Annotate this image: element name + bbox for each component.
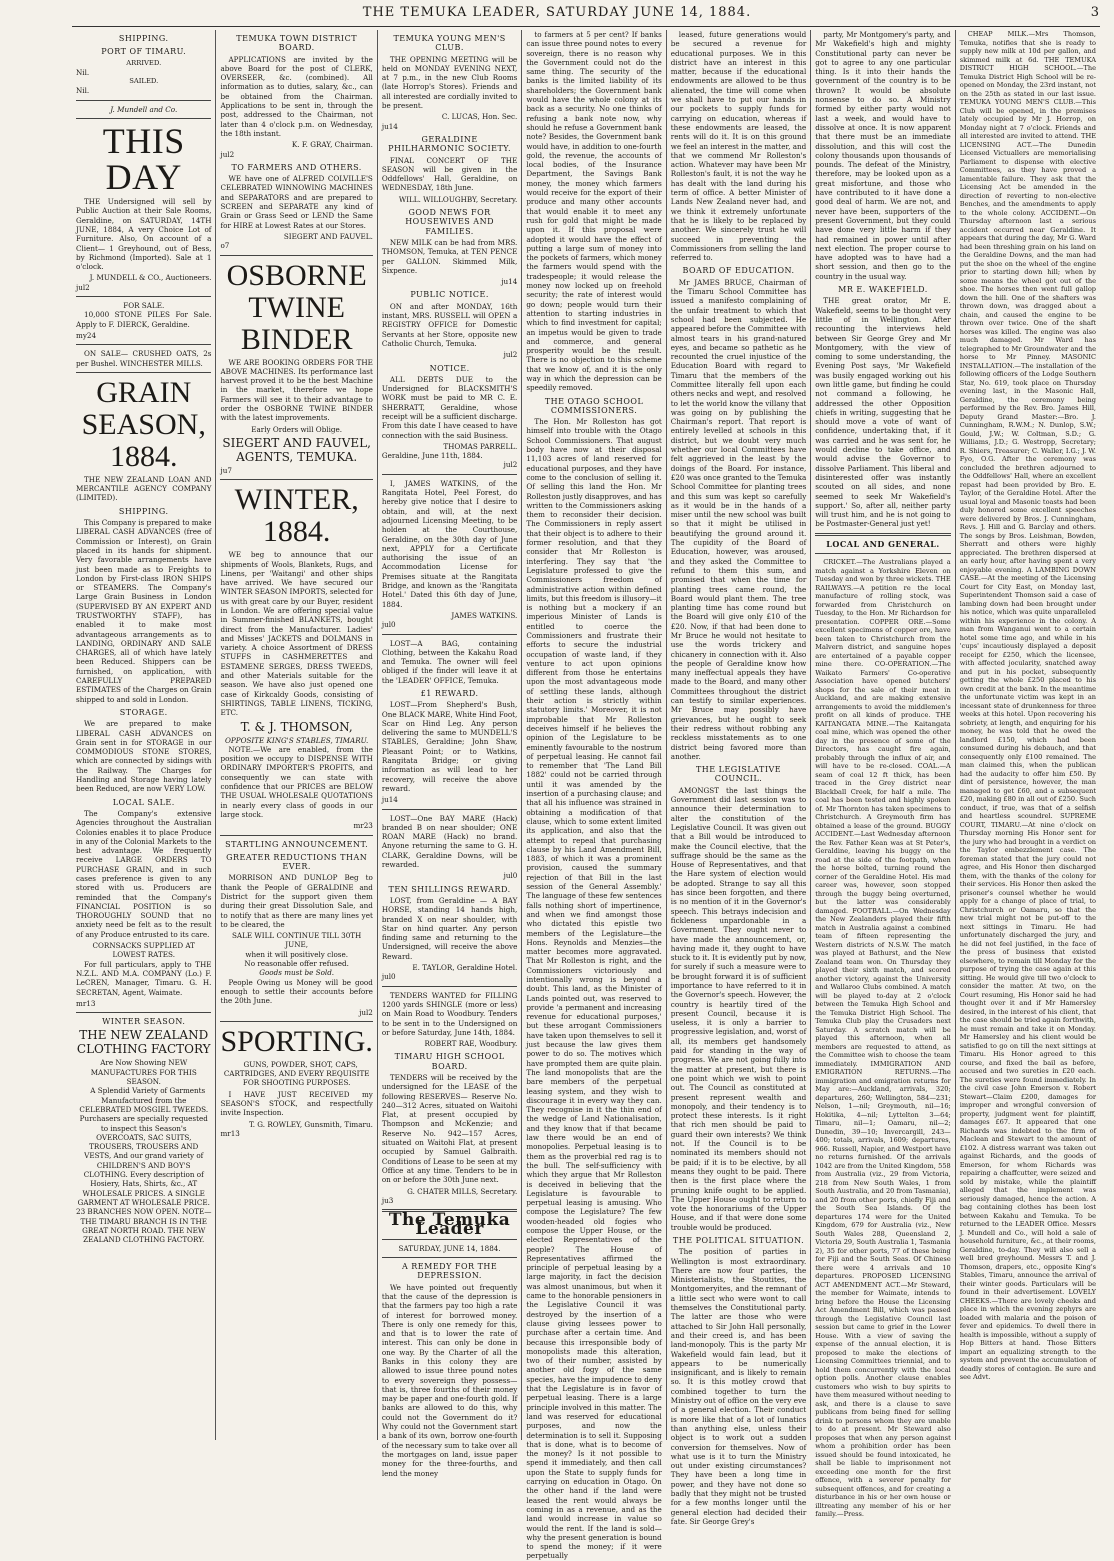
sporting-items: GUNS, POWDER, SHOT, CAPS, CARTRIDGES, AND EVERY REQUISITE FOR SHOOTING PURPOSES. (223, 1059, 370, 1088)
notice-heading: NOTICE. (429, 363, 470, 373)
notice-ref: jul2 (503, 460, 518, 470)
otago-heading: THE OTAGO SCHOOL COMMISSIONERS. (544, 396, 644, 415)
storage-text: We are prepared to make LIBERAL CASH ADVANCES on Grain sent in for STORAGE in our COMMODIOUS STONE STORES, which are connected by sidings with the Railway. The Charges for Handling and Storage having lately been Reduced, are now VERY LOW. (76, 719, 212, 794)
page-number: 3 (1090, 5, 1100, 20)
this-day-heading: THIS DAY (102, 121, 185, 198)
legislative-text: AMONGST the last things the Government did last session was to announce their determination to alter the constitution of the Legislative Council. It was given out that a Bill would be introduced to make the Council elective, that the suffrage should be the same as the House of Representatives, and that the Hare system of election would be adopted. Strange to say all this has since been forgotten, and there is no mention of it in the Governor's speech. This betrays indecision and fickleness unpardonable in a Government. They ought never to have made the announcement, or, having made it, they ought to have stuck to it. It is evidently put by now, for surely if such a measure were to be brought forward it is of sufficient importance to have referred to it in the Governor's speech. However, the country is heartily tired of the present Council, because it is useless, it is only a barrier to progressive legislation, and, worst of all, its members get handsomely paid for standing in the way of progress. We are not going fully into the matter at present, but there is one point which we wish to point out. The Council as constituted at present represent wealth and monopoly, and their tendency is to protect these interests. Is it right that rich men should be paid to guard their own interests? We think not. If the Council is to be nominated its members should not be paid; if it is to be elective, by all means they ought to be paid. There then is the first place where the pruning knife ought to be applied. The Upper House ought to return to vote the honorariums of the Upper House, and if that were done some trouble would be produced. (670, 785, 807, 1232)
osborne-heading: OSBORNE TWINE BINDER (226, 258, 367, 356)
tj-subheading: OPPOSITE KING'S STABLES, TIMARU. (225, 735, 369, 745)
auction-text: THE Undersigned will sell by Public Auction at their Sale Rooms, Geraldine, on SATURDAY, 14TH JUNE, 1884, A very Choice Lot of Furniture. Also, On account of a Client— 1 Greyhound, out of Bess, by Richmond (Imported). Sale at 1 o'clock. (76, 197, 212, 272)
cornsacks-text: CORNSACKS SUPPLIED AT LOWEST RATES. (92, 941, 195, 960)
political-text: The position of parties in Wellington is most extraordinary. There are now four parties, the Ministerialists, the Stoutites, the Montgomeryites, and the remnant of a little sect who were wont to call themselves the Constitutional party. The latter are those who were attached to Sir John Hall personally, and their creed is, and has been land-monopoly. This is the party Mr Wakefield would fain lead, but it appears to be numerically insignificant, and is likely to remain so. It is this motley crowd that combined together to turn the Ministry out of office on the very eve of a general election. Their conduct is more like that of a lot of lunatics than anything else, unless their object is to work out a sudden conversion for themselves. Now of what use is it to turn the Ministry out under existing circumstances? They have been a long time in power, and they have not done so badly that they might not be trusted for a few months longer until the general election had decided their fate. Sir George Grey's (670, 1247, 807, 1526)
auction-ref: jul2 (76, 282, 90, 292)
newspaper-columns (72, 30, 1100, 1561)
winter-text: WE beg to announce that our shipments of Wools, Blankets, Rugs, and Linens, per 'Waitangi' and other ships have arrived. We have secured our WINTER SEASON IMPORTS, selected for us with great care by our Buyer, resident in London. We are offering special value in Summer-finished BLANKETS, bought direct from the Manufacturer. Ladies' and Misses' JACKETS and DOLMANS in variety. A choice Assortment of DRESS STUFFS in CASHMERETTES and ESTAMENE SERGES, DRESS TWEEDS, and other Materials suitable for the season. We have also just opened one case of Kirkcaldy Goods, consisting of SHIRTINGS, TABLE LINENS, TICKING, ETC. (220, 550, 373, 718)
paper-title: The Temuka Leader (388, 1210, 511, 1240)
no-offer-refused: No reasonable offer refused. (244, 959, 349, 969)
good-news-heading: GOOD NEWS FOR HOUSEWIVES AND FAMILIES. (405, 208, 494, 236)
auction-signature: J. MUNDELL & CO., Auctioneers. (89, 273, 212, 283)
particulars-ref: mr13 (76, 998, 96, 1008)
grain-season-heading: GRAIN SEASON, 1884. (81, 375, 206, 473)
mundell-heading: J. Mundell and Co. (110, 104, 178, 114)
wakefield-text: THE great orator, Mr E. Wakefield, seems to be thought very little of in Wellington. After recounting the interviews held between Sir George Grey and Mr Montgomery, with the view of coming to some understanding, the Evening Post says, 'Mr Wakefield was busily engaged working out his own little game, but finding he could not command a following, he addressed the other Opposition chiefs in writing, suggesting that he should move a vote of want of confidence, undertaking that, if it was carried and he was sent for, he would decline to take office, and would advise the Governor to dissolve Parliament. This liberal and disinterested offer was instantly scouted on all sides, and none seemed to seek Mr Wakefield's support.' So, after all, neither party will trust him, and he is not going to be Postmaster-General just yet! (815, 296, 951, 529)
morrison-text: MORRISON AND DUNLOP Beg to thank the People of GERALDINE and District for the support given them during their great Dissolution Sale, and to notify that as there are many lines yet to be cleared, the (220, 873, 373, 929)
notice-date: Geraldine, June 11th, 1884. (381, 451, 483, 461)
local-general-text: CRICKET.—The Australians played a match against a Yorkshire Eleven on Tuesday and won by three wickets. THE RAILWAYS.—A petition re the local manufacture of rolling stock, was forwarded from Christchurch on Tuesday, to the Hon. Mr Richardson for presentation. COPPER ORE.—Some excellent specimens of copper ore, have been taken to Christchurch from the Malvern district, and sanguine hopes are entertained of a payable copper mine there. CO-OPERATION.—The Waikato Farmers' Co-operative Association have opened butchers' shops for the sale of their meat in Auckland, and are making extensive arrangements to avoid the middlemen's profit on all kinds of produce. THE KAITANGATA MINE.—The Kaitangata coal mine, which was opened the other day in the presence of some of the Directors, has caught fire again, probably through the influx of air, and will have to be re-closed. COAL.—A seam of coal 12 ft thick, has been traced in the Grey district near Blackball Creek, for half a mile. The coal has been tested and highly spoken of. Mr Thornton has taken specimens to Christchurch. A Greymouth firm has obtained a lease of the ground. BUGGY ACCIDENT.—Last Wednesday afternoon the Rev. Father Kean was at St Peter's, Geraldine, leaving his buggy on the road at the side of the footpath, when the horse bolted, turning round the corner of the Geraldine Hotel. His mad career was, however, soon stopped through the buggy being overturned, but the latter was considerably damaged. FOOTBALL.—On Wednesday the New Zealanders played their fifth match in Australia against a combined team of fifteen representing the Western districts of N.S.W. The match was played at Bathurst, and the New Zealand team won. On Thursday they played their sixth match, and scored another victory, against the University and Wallaroo Clubs combined. A match will be played to-day at 2 o'clock between the Temuka High School and the Temuka District High School. The Temuka Club play the Crusaders next Saturday. A scratch match will be played this afternoon, when all members are requested to attend, as the Committee wish to choose the team immediately. IMMIGRATION AND EMIGRATION RETURNS.—The immigration and emigration returns for May are:—Auckland, arrivals, 320; departures, 260; Wellington, 584—231; Nelson, 1—nil; Greymouth, nil—16; Hokitika, 4—nil; Lyttelton 3—64; Timaru, nil—1; Oamaru, nil—2; Dunedin, 39—10; Invercargill, 243—400; totals, arrivals, 1609; departures, 966. Russell, Napier, and Westport have no returns furnished. Of the arrivals 1042 are from the United Kingdom, 558 from Australia (viz., 29 from Victoria, 218 from New South Wales, 1 from South Australia, and 20 from Tasmania), and 20 from other ports, chiefly Fiji and the South Sea Islands. Of the departures 174 were for the United Kingdom, 679 for Australia (viz., New South Wales 288, Queensland 2, Victoria 29, South Australia 1, Tasmania 2), 35 for other ports, 77 of these being for Fiji and the South Seas. Of Chinese there were 4 arrivals and 10 departures. PROPOSED LICENSING ACT AMENDMENT ACT.—Mr Steward, the member for Waimate, intends to bring before the House the Licensing Act Amendment Bill, which was passed through the Legislative Council last session but came to grief in the Lower House. With a view of saving the expense of the annual election, it is proposed to make the elections of Licensing Committees triennial, and to hold them concurrently with the local option polls. Another clause enables customers who wish to buy spirits to have them measured without needing to ask, and there is a clause to save publicans from being fined for selling drink to persons whom they are unable to do at present. Mr Steward also proposes that when any person against whom a prohibition order has been issued should be found intoxicated, he shall be liable to imprisonment not exceeding one month for the first offence, with a severer penalty for subsequent offences, and for creating a disturbance in his or her own house or illtreating any member of his or her family.—Press. (815, 558, 951, 1519)
column-2 (216, 30, 377, 1440)
notice-signature: THOMAS PARRELL. (443, 441, 518, 451)
particulars-text: For full particulars, apply to THE N.Z.L. AND M.A. COMPANY (Lo.) F. LeCREN, Manager, Timaru. G. H. SECRETAN, Agent, Waimate. (76, 959, 212, 997)
winter-season-heading: WINTER SEASON. (102, 1017, 186, 1027)
local-news-text: CHEAP MILK.—Mrs Thomson, Temuka, notifies that she is ready to supply new milk at 10d per gallon, and skimmed milk at 6d. THE TEMUKA DISTRICT HIGH SCHOOL.—The Temuka District High School will be re-opened on Monday, the 23rd instant, not on the 25th as stated in our last issue. TEMUKA YOUNG MEN'S CLUB.—This Club will be opened, in the premises lately occupied by Mr J. Horrop, on Monday night at 7 o'clock. Friends and all interested are invited to attend. THE LICENSING ACT.—The Dunedin Licensed Victuallers are memorialising Parliament to dispense with elective Committees, as they have proved a lamentable failure. They ask that the Licensing Act be amended in the direction of reverting to non-elective Benches, and the amendments to apply to the whole colony. ACCIDENT.—On Thursday afternoon last a serious accident occurred near Geraldine. It appears that during the day, Mr G. Ward had been threshing grain on his land on the Geraldine Downs, and the man had put the shoe on the wheel of the engine prior to starting down hill; when by some means the wheel got out of the shoe. The horses then went full gallop down the hill. One of the shafters was thrown down, was dragged about a chain, and caused the engine to be thrown over twice. One of the shaft horses was killed. The engine was also much damaged. Mr Ward has telegraphed to Mr Groundwater and the horse to Mr Pinney. MASONIC INSTALLATION.—The installation of the following officers of the Lodge Southern Star, No. 619, took place on Thursday evening last, in the Masonic Hall, Geraldine, the ceremony being performed by the Rev. Bro. James Hill, Deputy Grand Master:—Bro. J. Cunningham, R.W.M.; N. Dunlop, S.W.; Gould, J.W.; W. Coltman, S.D.; G. Williams, J.D.; G. Westropp, Secretary; R. Shiers, Treasurer; C. Waller, I.G.; J. W. Fyo, O.G. After the ceremony was concluded the brethren adjourned to the Oddfellows' Hall, where an excellent repast had been provided by Bro. E. Taylor, of the Geraldine Hotel. After the usual loyal and Masonic toasts had been duly honored some excellent speeches were delivered by Bros. J. Cunningham, Revs. J. Hill and G. Barclay and others. The songs by Bros. Leishman, Bowden, Sherratt and others were highly appreciated. The brethren dispersed at an early hour, after having spent a very enjoyable evening. A LAMBING DOWN CASE.—At the meeting of the Licensing Court for City East, on Monday last, Superintendent Thomson said a case of lambing down had been brought under his notice, which was quite unparalleled within his experience in the colony. A man from Wanganui went to a certain hotel some time ago, and while in his 'cups' incautiously displayed a deposit receipt for £250, which the licensee, with affected jocularity, snatched away and put in his pocket, subsequently getting the whole £250 placed to his own credit at the bank. In the meantime the unfortunate victim was kept in an incessant state of drunkenness for three weeks at this hotel. Upon recovering his sobriety, at length, and enquiring for his money, he was told that he owed the landlord £150, which had been consumed during his debauch, and that consequently only £100 remained. The man claimed this, when the publican had the audacity to offer him £50. By dint of persistence, however, the man managed to get £60, and a subsequent £20, making £80 in all out of £250. Such conduct, if true, was that of a selfish and heartless scoundrel. SUPREME COURT, TIMARU.—At nine o'clock on Thursday morning His Honor sent for the jury who had brought in a verdict on the Taylor embezzlement case. The foreman stated that the jury could not agree, and His Honor then discharged them, with the thanks of the colony for their services. His Honor then asked the prisoner's counsel whether he would apply for a change of place of trial, to Christchurch or Oamaru, so that the new trial might not be put-off to the next sittings in Timaru. He had unfortunately discharged the jury, and he did not feel justified, in the face of the press of business that existed elsewhere, to remain till Monday for the purpose of trying the case again at this sitting. He would give till two o'clock to consider the matter. At two, on the Court resuming, His Honor said he had thought over it and if Mr Hamersley desired, in the interest of his client, that the case should be tried again forthwith, he must remain and take it on Monday. Mr Hamersley and his client would be satisfied to go on till the next sittings at Timaru. His Honor agreed to this course, and fixed the bail as before, accused and two sureties in £20 each. The sureties were found immediately. In the civil case John Emerson v. Robert Stewart—Claim £200, damages for improper and wrongful conversion of property, judgment went for plaintiff, damages £67. It appeared that one Richards was indebted to the firm of Maclean and Stewart to the amount of £102. A distress warrant was taken out against Richards, and the goods of Emerson, for whom Richards was repairing a chaffcutter, were seized and sold by mistake, while the plaintiff alleged that the implement was seriously damaged, hence the action. A bag containing clothes has been lost between Kakahu and Temuka. To be returned to the LEADER Office. Messrs J. Mundell and Co., will hold a sale of household furniture, &c., at their rooms, Geraldine, to-day. They will also sell a well bred greyhound. Messrs T. and J. Thomson, drapers, etc., opposite King's Stables, Timaru, announce the arrival of their winter goods. Particulars will be found in their advertisement. LOVELY CHEEKS.—There are lovely cheeks and place in which the evening zephyrs are loaded with malaria and the poison of fever and epidemics. To dwell there in health is impossible, without a supply of Hop Bitters at hand. Those Bitters impart an equalizing strength to the system and prevent the accumulation of deadly stores of contagion. Be sure and see Advt. (959, 30, 1097, 1381)
column-4 (522, 30, 666, 1561)
stone-piles-text: 10,000 STONE PILES For Sale. Apply to F. DIERCK, Geraldine. (76, 310, 212, 329)
watkins-ref: jul0 (381, 620, 396, 630)
farmers-heading: TO FARMERS AND OTHERS. (231, 162, 362, 172)
lost-mare-text: LOST—From Shepherd's Bush, One BLACK MARE, White Hind Foot, Scar on Hind Leg. Any person delivering the same to MUNDELL'S STABLES, Geraldine; John Shaw, Pleasant Point; or to Watkins, Rangitata Bridge; or giving information as will lead to her recovery, will receive the above reward. (381, 700, 518, 793)
rowley-ref: mr13 (220, 1128, 240, 1138)
milk-ref: ju14 (501, 277, 518, 287)
rowley-signature: T. G. ROWLEY, Gunsmith, Timaru. (248, 1119, 373, 1129)
siegert-agents: SIEGERT AND FAUVEL, AGENTS, TEMUKA. (222, 435, 371, 464)
arrived-value: Nil. (76, 67, 90, 77)
winter-heading: WINTER, 1884. (234, 483, 359, 549)
column-6 (811, 30, 955, 1519)
ymc-text: THE OPENING MEETING will be held on MONDAY EVENING NEXT, at 7 p.m., in the new Club Rooms (late Horrop's Stores). Friends and all interested are cordially invited to be present. (381, 54, 518, 111)
clothing-text: A Splendid Variety of Garments Manufactured from the CELEBRATED MOSGIEL TWEEDS. Purchasers are specially requested to inspect this Season's OVERCOATS, SAC SUITS, TROUSERS, TROUSERS AND VESTS, And our grand variety of CHILDREN'S AND BOY'S CLOTHING. Every description of Hosiery, Hats, Shirts, &c., AT WHOLESALE PRICES. A SINGLE GARMENT AT WHOLESALE PRICE. 23 BRANCHES NOW OPEN. NOTE—THE TIMARU BRANCH IS IN THE GREAT NORTH ROAD. THE NEW ZEALAND CLOTHING FACTORY. (76, 1086, 212, 1245)
lost-bag-text: LOST—A BAG, containing Clothing, between the Kakahu Road and Temuka. The owner will feel obliged if the finder will leave it at the 'LEADER' OFFICE, Temuka. (381, 638, 518, 685)
rowley-text: I HAVE JUST RECEIVED my SEASON'S STOCK, and respectfully invite Inspection. (220, 1089, 373, 1118)
board-heading: TEMUKA TOWN DISTRICT BOARD. (236, 34, 358, 53)
ymc-ref: ju14 (381, 121, 398, 131)
early-orders-text: Early Orders will Oblige. (251, 424, 343, 434)
port-heading: PORT OF TIMARU. (101, 47, 187, 57)
arrived-label: ARRIVED. (126, 58, 162, 67)
nz-loan-text: THE NEW ZEALAND LOAN AND MERCANTILE AGENCY COMPANY (LIMITED). (76, 474, 212, 503)
shipping2-heading: SHIPPING. (118, 506, 169, 516)
sailed-label: SAILED. (129, 77, 159, 86)
lost-horse-ref: jul0 (381, 972, 396, 982)
column-1 (72, 30, 216, 1440)
stone-ref: my24 (76, 330, 97, 340)
otago-text: The Hon. Mr Rolleston has got himself into trouble with the Otago School Commissioners. That august body have now at their disposal 11,103 acres of land reserved for educational purposes, and they have come to the conclusion of selling it. Of selling this land the Hon. Mr Rolleston justly disapproves, and has written to the Commissioners asking them to reconsider their decision. The Commissioners in reply assert that their object is to adhere to their former resolution, and that they consider that Mr Rolleston is interfering. They say that 'the Legislature professed to give the Commissioners freedom of administrative action within defined limits, but this freedom is illusory—it is nothing but a mockery if an imperious Minister of Lands is entitled to coerce the Commissioners and frustrate their efforts to secure the industrial occupation of waste land, if they venture to act upon opinions different from those he entertains upon the most advantageous mode of settling these lands, although their action is strictly within statutory limits.' Moreover, it is not improbable that Mr Rolleston deceives himself if he believes the opinion of the Legislature to be eminently favourable to the nostrum of perpetual leasing. He cannot fail to remember that 'The Land Bill 1882' could not be carried through until it was amended by the insertion of a purchasing clause; and that all his influence was strained in obtaining a modification of that clause, which to some extent limited its application, and also that the attempt to repeal that purchasing clause by his Land Amendment Bill, 1883, of which it was a prominent provision, caused the summary rejection of that Bill in the last session of the General Assembly.' The language of these few sentences falls nothing short of impertinence, and when we find amongst those who dictated this epistle two members of the Legislature—the Hons. Reynolds and Menzies—the matter becomes more aggravated. That Mr Rolleston is right, and the Commissioners victoriously and intentionally wrong is beyond a doubt. This land, as the Minister of Lands pointed out, was reserved to provide 'a permanent and increasing revenue for educational purposes,' but these arrogant Commissioners have taken upon themselves to sell it just because the law gives them power to do so. The motives which have prompted them are quite plain. The land monopolists that are the bare members of the perpetual leasing system, and they wish to discourage it in every way they can. They recognise in it the thin end of the wedge of Land Nationalisation, and they know that if that became law there would be an end of monopolies. Perpetual leasing is to them as the proverbial red rag is to the bull. The self-sufficiency with which they argue that Mr Rolleston is deceived in believing that the Legislature is favourable to perpetual leasing is amusing. Who compose the Legislature? The few wooden-headed old fogies who compose the Upper House, or the elected Representatives of the people? The House of Representatives affirmed the principle of perpetual leasing by a large majority, in fact the decision was almost unanimous, but when it came to the honorable pensioners in the Legislative Council it was destroyed by the insertion of a clause giving lessees power to purchase after a certain time. And because this irresponsible body of monopolists made this alteration, two of their number, assisted by another old fogy of the same species, have the impudence to deny that the Legislature is in favor of perpetual leasing. There is a large principle involved in this matter. The land was reserved for educational purposes, and now the determination is to sell it. Supposing that is done, what is to become of the money? Is it not possible to spend it immediately, and then call upon the State to supply funds for carrying on education in Otago. On the other hand if the land were leased the rent would always be coming in as a revenue, and as the land would increase in value so would the rent. If the land is sold—why the present generation is bound to spend the money; if it were perpetually (526, 417, 662, 1561)
lost-bay-ref: jul0 (503, 871, 518, 881)
reward-heading: £1 REWARD. (420, 689, 479, 698)
otago-continued: leased, future generations would be secured a revenue for educational purposes. We in this district have an interest in this matter, because if the educational endowments are allowed to be thus alienated, the time will come when we shall have to put our hands in our pockets to supply funds for carrying on education, whereas if these endowments are leased, the rents will do it. It is on this ground we feel an interest in the matter, and that we commend Mr Rolleston's action. Whatever may have been Mr Rolleston's fault, it is not the way he has dealt with the land during his term of office. A better Minister of Lands New Zealand never had, and we think it extremely unfortunate that he is likely to be replaced by another. We sincerely trust he will succeed in preventing the Commissioners from selling the land referred to. (670, 30, 807, 263)
goods-sold: Goods must be Sold. (259, 968, 335, 978)
startling-heading: STARTLING ANNOUNCEMENT. (225, 839, 369, 849)
sale-continue: SALE WILL CONTINUE TILL 30TH JUNE, (231, 931, 362, 950)
local-sale-text: The Company's extensive Agencies throughout the Australian Colonies enables it to place Produce in any of the Colonial Markets to the best advantage. We frequently receive LARGE ORDERS TO PURCHASE GRAIN, and in such cases preference is given to any stored with us. Producers are reminded that the Company's FINANCIAL POSITION is so THOROUGHLY SOUND that no anxiety need be felt as to the result of any Produce entrusted to its care. (76, 808, 212, 939)
column-5 (667, 30, 811, 1526)
osborne-text: WE ARE BOOKING ORDERS FOR THE ABOVE MACHINES. Its performance last harvest proved it to be the best Machine in the market, therefore we hope Farmers will see it to their advantage to order the OSBORNE TWINE BINDER with the latest improvements. (220, 357, 373, 423)
column-7 (956, 30, 1100, 1440)
board-signature: K. F. GRAY, Chairman. (291, 140, 373, 150)
phil-text: FINAL CONCERT OF THE SEASON will be given in the Oddfellows' Hall, Geraldine, on WEDNESDAY, 18th June. (381, 155, 518, 193)
shipping-heading: SHIPPING. (118, 34, 169, 43)
public-ref: jul2 (503, 350, 518, 360)
tenders-signature: ROBERT RAE, Woodbury. (424, 1039, 518, 1049)
board-ref: jul2 (220, 149, 235, 159)
phil-heading: GERALDINE PHILHARMONIC SOCIETY. (388, 134, 512, 154)
farmers-ref: o7 (220, 241, 230, 251)
farmers-text: WE have one of ALFRED COLVILLE'S CELEBRATED WINNOWING MACHINES and SEPARATORS and are prepared to SCREEN and SEPARATE any kind of Grain or Grass Seed or LEND the Same for HIRE at Lowest Rates at our Stores. (220, 174, 373, 230)
masthead (0, 0, 1114, 26)
public-notice-text: ON and after MONDAY, 16th instant, MRS. RUSSELL will OPEN a REGISTRY OFFICE for Domestic Servants at her Store, opposite new Catholic Church, Temuka. (381, 301, 518, 348)
high-school-text: TENDERS will be received by the undersigned for the LEASE of the following RESERVES— Reserve No. 240—312 Acres, situated on Waitohi Flat, at present occupied by Thompson and McKenzie; and Reserve No. 942—157 Acres, situated on Waitohi Flat, at present occupied by Samuel Galbraith. Conditions of Lease to be seen at my Office at any time. Tenders to be in on or before the 30th June next. (381, 1072, 518, 1185)
education-text: Mr JAMES BRUCE, Chairman of the Timaru School Committee has issued a manifesto complaining of the unfair treatment to which that school had been subjected. He appeared before the Committee with almost tears in his grand-natured eyes, and became so pathetic as he recounted the cruel injustice of the Education Board with regard to Timaru that the members of the Committee literally fell upon each others necks and wept, and resolved to let the world know the villany that was going on by publishing the Chairman's report. That report is entirely levelled at schools in this district, but we doubt very much whether our local Committees have felt aggrieved in the least by the doings of the Board. For instance, £20 was once granted to the Temuka School Committee for planting trees and this sum was kept so carefully as it would be in the hands of a miser until the new school was built so that it might be utilised in beautifying the ground around it. The cupidity of the Board of Education, however, was aroused, and they asked the Committee to refund to them this sum, and promised that when the time for planting trees came round, the Board would plant them. The tree planting time has come round but the Board will give only £10 of the £20. Now, if that had been done to Mr Bruce he would not hesitate to use the words trickery and chicanery in connection with it. Also the people of Geraldine know how many ineffectual appeals they have made to the Board, and many other Committees throughout the district can testify to similar experiences. Mr Bruce may possibly have grievances, but he ought to seek their redress without robbing any reckless misstatements as to one district being favored more than another. (670, 277, 807, 761)
lost-mare-ref: ju14 (381, 795, 398, 805)
ymc-heading: TEMUKA YOUNG MEN'S CLUB. (393, 34, 506, 53)
phil-signature: WILL. WILLOUGHBY, Secretary. (398, 194, 518, 204)
nz-clothing-heading: THE NEW ZEALAND CLOTHING FACTORY (76, 1028, 211, 1057)
column-3 (378, 30, 522, 1478)
now-showing-text: Are Now Showing NEW MANUFACTURES FOR THIS SEASON. (90, 1058, 197, 1087)
masthead-title: THE TEMUKA LEADER, SATURDAY JUNE 14, 1884. (362, 5, 752, 20)
milk-text: NEW MILK can be had from MRS. THOMSON, Temuka, at TEN PENCE per GALLON. Skimmed Milk, Sixpence. (381, 237, 518, 275)
ten-shillings-heading: TEN SHILLINGS REWARD. (388, 884, 511, 894)
tj-text: NOTE.—We are enabled, from the position we occupy to DISPENSE WITH ORDINARY IMPORTER'S PROFITS, and consequently we can state with confidence that our PRICES are BELOW THE USUAL WHOLESALE QUOTATIONS in nearly every class of goods in our large stock. (220, 744, 373, 819)
sailed-value: Nil. (76, 86, 90, 96)
political-continued: party, Mr Montgomery's party, and Mr Wakefield's high and mighty Constitutional party can never be got to agree to any one particular thing. Is it into their hands the government of the country is to be thrown? It would be absolute nonsense to do so. A Ministry formed by either party would not last a week, and would have to dissolve at once. It is now apparent that there must be an immediate dissolution, and this will cost the colony thousands upon thousands of pounds. The defeat of the Ministry, therefore, may be looked upon as a great misfortune, and those who have contributed to it have done a good deal of harm. We are not, and never have been, supporters of the present Government, but they could have done very little harm if they had remained in power until after next election. The proper course to have adopted was to have had a short session, and then go to the country in the usual way. (815, 30, 951, 281)
sale-position: when it will positively close. (245, 949, 349, 959)
legislative-heading: THE LEGISLATIVE COUNCIL. (695, 765, 782, 784)
storage-heading: STORAGE. (119, 707, 168, 717)
high-school-signature: G. CHATER MILLS, Secretary. (407, 1186, 518, 1196)
public-notice-heading: PUBLIC NOTICE. (410, 290, 489, 300)
board-text: APPLICATIONS are invited by the above Board for the post of CLERK, OVERSEER, &c. (combined). All information as to duties, salary, &c., can be obtained from the Chairman. Applications to be sent in, through the post, addressed to the Chairman, not later than 4 o'clock p.m. on Wednesday, the 18th instant. (220, 54, 373, 138)
sporting-heading: SPORTING. (220, 1024, 373, 1058)
watkins-signature: JAMES WATKINS. (451, 610, 518, 620)
editorial-continued: to farmers at 5 per cent? If banks can issue three pound notes to every sovereign, there is no reason why the Government could not do the same thing. The security of the banks is the limited liability of its shareholders; the Government bank would have the whole colony at its back as a security. No one thinks of refusing a bank note now, why should he refuse a Government bank note? Besides, the Government bank would have, in addition to one-fourth gold, the revenue, the accounts of local bodies, of the Insurance Department, the Savings Bank money, the money which farmers would receive for the export of their produce and many other accounts that would enable it to meet any rush for gold that might be made upon it. If this proposal were adopted it would have the effect of putting a large sum of money into the pockets of farmers, which money the farmers would spend with the tradespeople; it would release the money now locked up on freehold security; the rate of interest would go down; people would turn their attention to starting industries in which to find investment for capital; an impetus would be given to trade and commerce, and general prosperity would be the result. There is no objection to this scheme that we know of, and it is the only way in which the depression can be speedily removed. (526, 30, 662, 393)
reductions-heading: GREATER REDUCTIONS THAN EVER. (226, 852, 368, 872)
shipping2-text: This Company is prepared to make LIBERAL CASH ADVANCES (free of Commission or Interest), on Grain placed in its hands for shipment. Very favorable arrangements have just been made as to Freights to London by First-class IRON SHIPS or STEAMERS. The Company's Large Grain Business in London (SUPERVISED BY AN EXPERT AND TRUSTWORTHY STAFF), has enabled it to make most advantageous arrangements as to LANDING, ORDINARY AND SALE CHARGES, all of which have lately been Reduced. Shippers can be furnished, on application, with CAREFULLY PREPARED ESTIMATES of the Charges on Grain shipped to and sold in London. (76, 518, 212, 704)
wakefield-heading: MR E. WAKEFIELD. (838, 285, 928, 295)
local-general-heading: LOCAL AND GENERAL. (826, 538, 940, 549)
paper-date: SATURDAY, JUNE 14, 1884. (398, 1243, 501, 1253)
high-school-heading: TIMARU HIGH SCHOOL BOARD. (394, 1052, 505, 1071)
oats-text: ON SALE— CRUSHED OATS, 2s per Bushel. WINCHESTER MILLS. (76, 349, 212, 368)
watkins-text: I, JAMES WATKINS, of the Rangitata Hotel, Peel Forest, do hereby give notice that I desire to obtain, and will, at the next adjourned Licensing Meeting, to be holden at the Courthouse, Geraldine, on the 30th day of June next, APPLY for a Certificate authorising the issue of an Accommodation License for Premises situate at the Rangitata Bridge, and known as the 'Rangitata Hotel.' Dated this 6th day of June, 1884. (381, 478, 518, 609)
education-heading: BOARD OF EDUCATION. (682, 266, 795, 276)
lost-bay-mare-text: LOST—One BAY MARE (Hack) branded B on near shoulder; ONE ROAN MARE (Hack) no brand. Anyone returning the same to G. H. CLARK, Geraldine Downs, will be rewarded. (381, 813, 518, 870)
local-sale-heading: LOCAL SALE. (112, 797, 175, 807)
for-sale-heading: FOR SALE. (123, 301, 165, 311)
masthead-rule (72, 26, 1100, 27)
tenders-text: TENDERS WANTED for FILLING 1200 yards SHINGLE (more or less) on Main Road to Woodbury. Tenders to be sent in to the Undersigned on or before Saturday, June 14th, 1884. (381, 990, 518, 1037)
political-heading: THE POLITICAL SITUATION. (672, 1236, 805, 1245)
people-owing-text: People Owing us Money will be good enough to settle their accounts before the 20th June. (220, 977, 373, 1006)
editorial-text: We have pointed out frequently that the cause of the depression is that the farmers pay too high a rate of interest for borrowed money. There is only one remedy for this, and that is to lower the rate of interest. This can only be done in one way. By the Charter of all the Banks in this colony they are allowed to issue three pound notes to every sovereign they possess—that is, three fourths of their money may be paper and one-fourth gold. If banks are allowed to do this, why could not the Government do it? Why could not the Government start a bank of its own, borrow one-fourth of the necessary sum to take over all the mortgages on land, issue paper money for the three-fourths, and lend the money (381, 1282, 518, 1478)
people-ref: jul2 (359, 1007, 373, 1017)
tj-ref: mr23 (353, 821, 373, 831)
tj-thomson-heading: T. & J. THOMSON, (240, 719, 353, 734)
editorial-heading: A REMEDY FOR THE DEPRESSION. (401, 1262, 498, 1281)
ymc-signature: C. LUCAS, Hon. Sec. (441, 112, 518, 122)
farmers-signature: SIEGERT AND FAUVEL. (283, 231, 373, 241)
lost-horse-signature: E. TAYLOR, Geraldine Hotel. (412, 963, 518, 973)
siegert-ref: ju7 (220, 465, 232, 475)
lost-horse-text: LOST, from Geraldine — A BAY HORSE, standing 14 hands high, branded X on near shoulder, with Star on hind quarter. Any person finding same and returning to the Undersigned, will receive the above Reward. (381, 895, 518, 961)
high-school-ref: ju3 (381, 1195, 394, 1205)
notice-text: ALL DEBTS DUE to the Undersigned for BLACKSMITH'S WORK must be paid to MR C. E. SHERRATT, Geraldine, whose receipt will be a sufficient discharge. From this date I have ceased to have connection with the said Business. (381, 374, 518, 440)
